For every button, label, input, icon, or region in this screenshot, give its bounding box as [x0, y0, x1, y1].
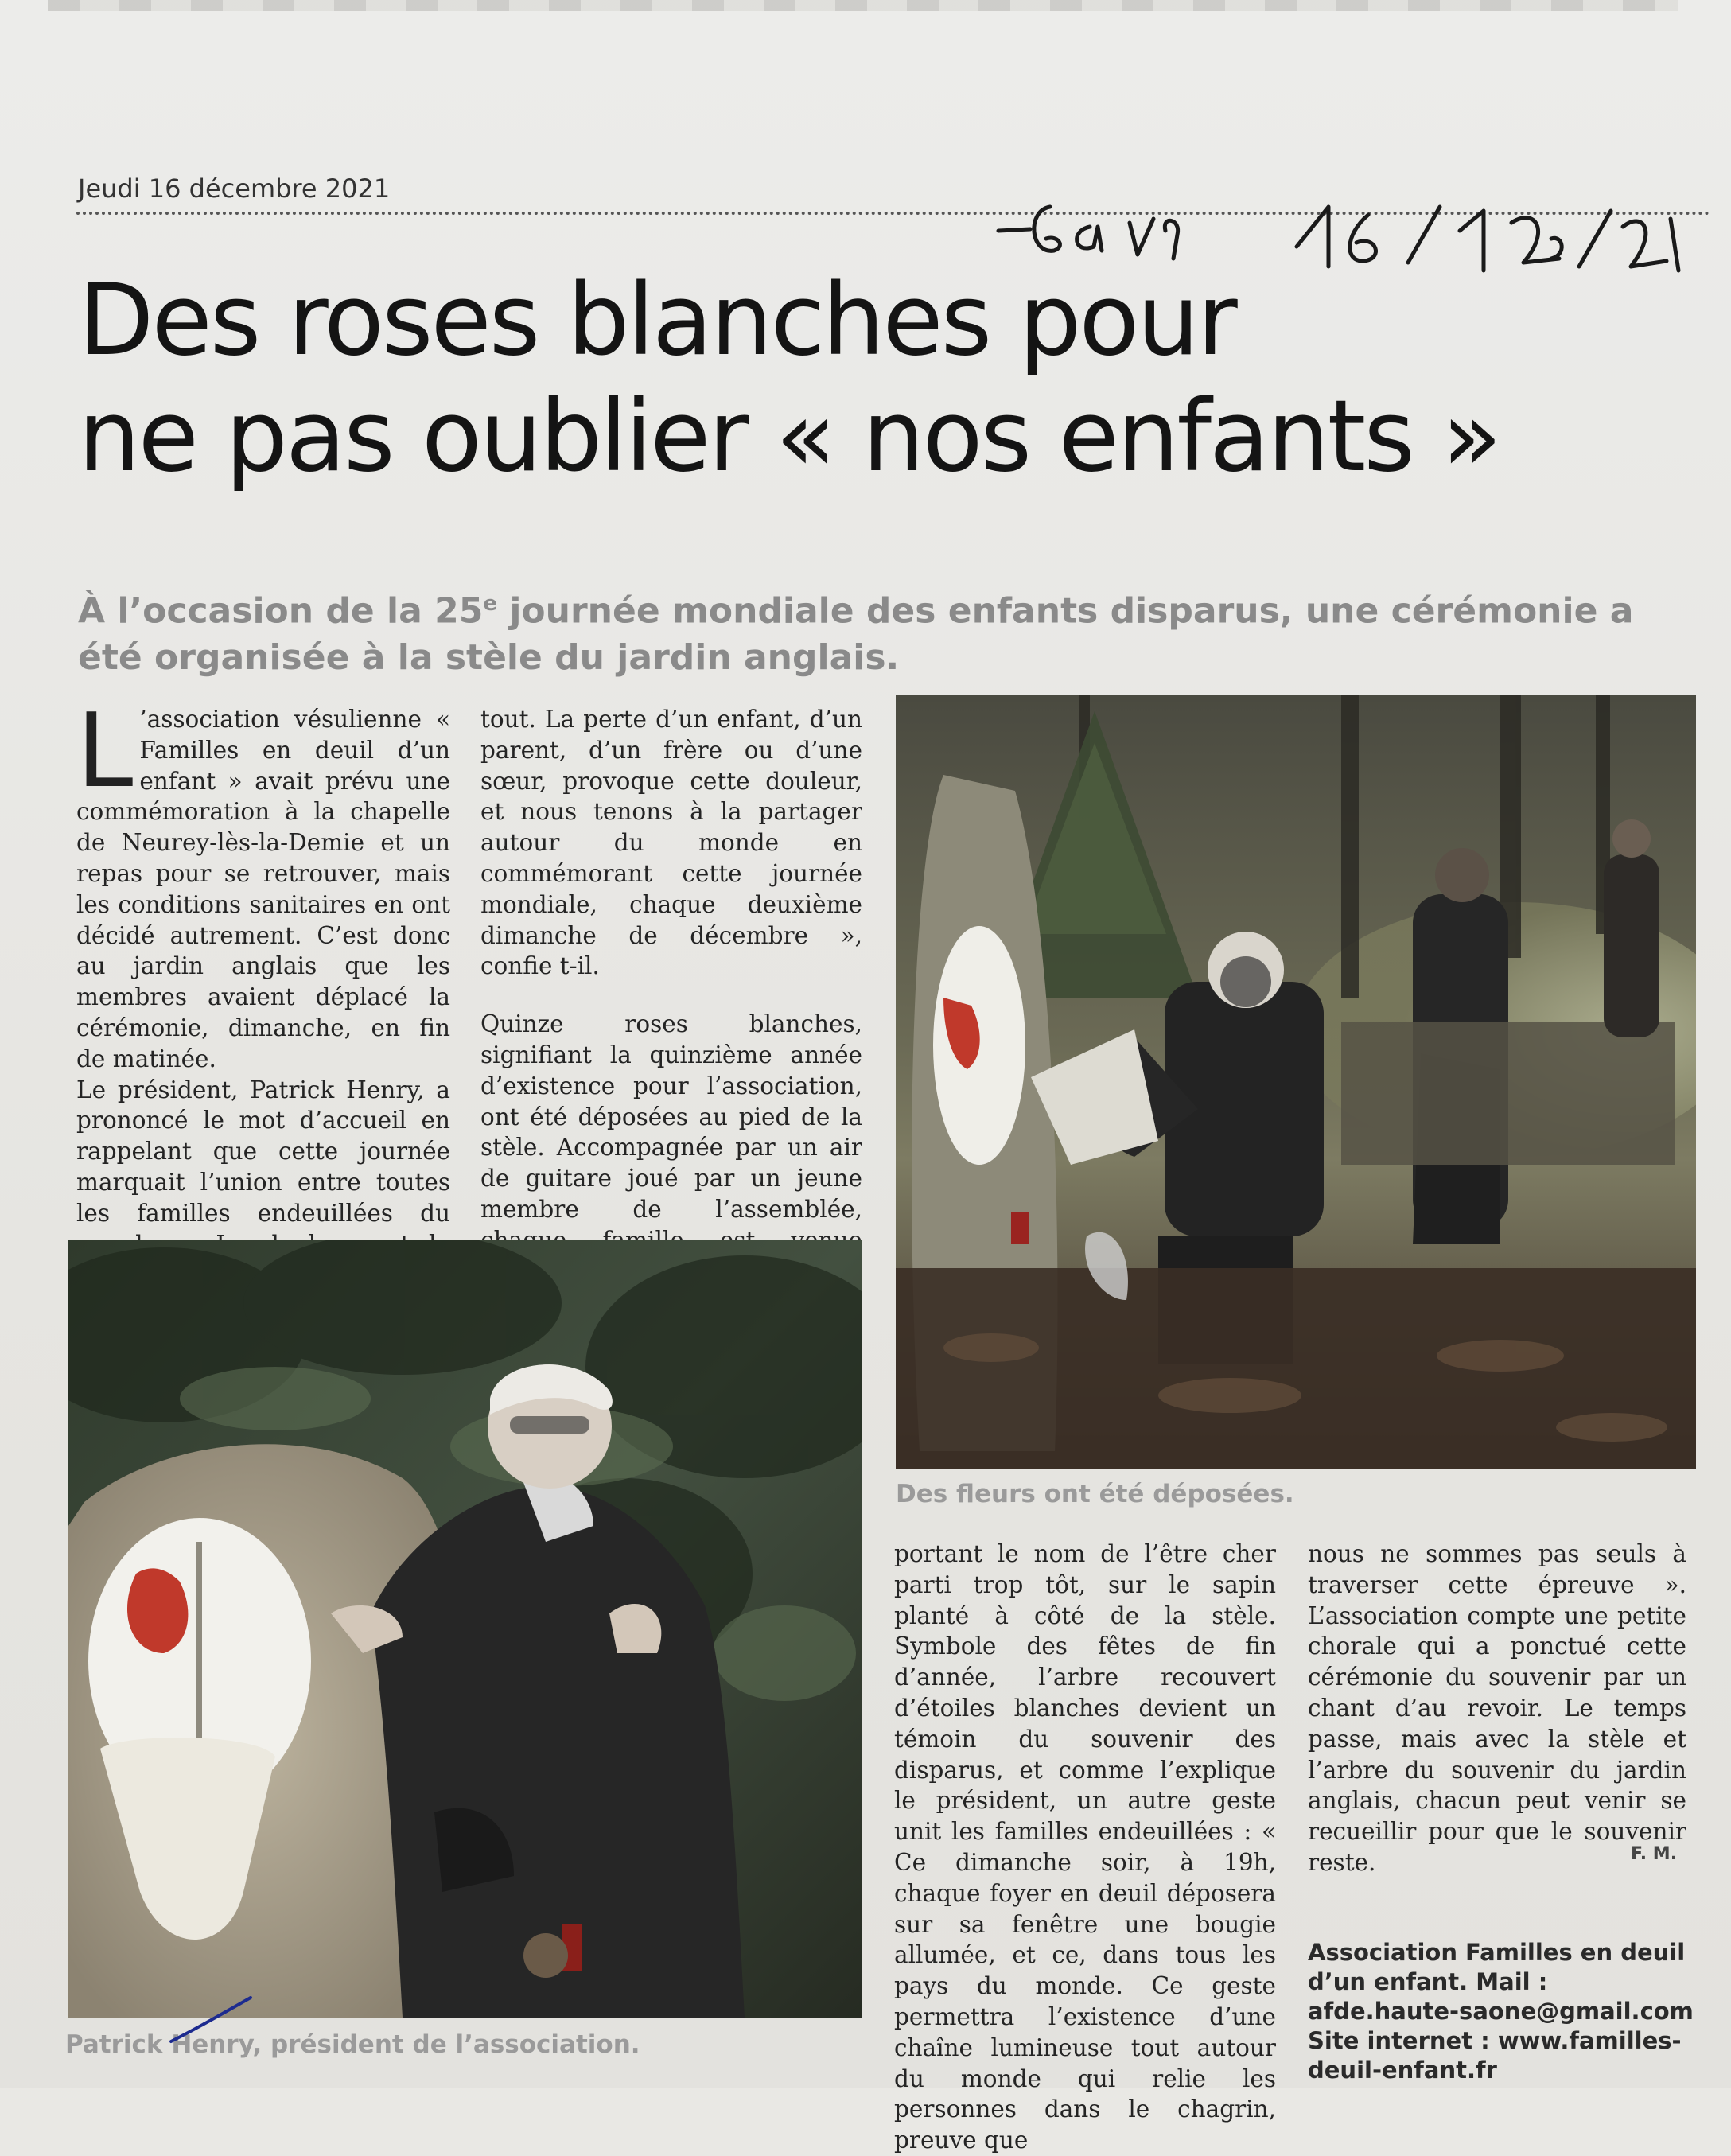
- column-3-paragraph-1: portant le nom de l’être cher parti trop tôt, sur le sapin planté à côté de la stèle. Symbole des fêtes de fin d’année, l’arbre recouvert d’étoiles blanches devient un témoin du souvenir des disparus, et comme l’explique le président, un autre geste unit les familles endeuillées : « Ce dimanche soir, à 19h, chaque foyer en deuil déposera sur sa fenêtre une bougie allumée, et ce, dans tous les pays du monde. Ce geste permettra l’existence d’une chaîne lumineuse tout autour du monde qui relie les personnes dans le chagrin, preuve que: [894, 1540, 1276, 2154]
- photo-president-speaking: [68, 1240, 862, 2018]
- article-headline: [78, 263, 1669, 495]
- association-mail-line: Association Familles en deuil d’un enfant. Mail : afde.haute-saone@gmail.com: [1308, 1939, 1694, 2025]
- photo-flowers-laid: [896, 695, 1696, 1469]
- column-2-paragraph-2: Quinze roses blanches, signifiant la quinzième année d’existence pour l’association, ont été déposées au pied de la stèle. Accompagnée par un air de guitare joué par un jeune membre de l’assemblée,: [480, 1010, 862, 1223]
- article-column-3: [894, 1539, 1276, 2156]
- caption-photo-1: Des fleurs ont été déposées.: [896, 1480, 1294, 1508]
- column-2-paragraph-1: tout. La perte d’un enfant, d’un parent, d’un frère ou d’une sœur, provoque cette douleur, et nous tenons à la partager autour du monde en commémorant cette journée mondiale, chaque deuxième dimanche de décembre », confie t-il.: [480, 706, 862, 980]
- column-4-paragraph-1: nous ne sommes pas seuls à traverser cette épreuve ». L’association compte une petite chorale qui a ponctué cette cérémonie du souvenir par un chant d’au revoir. Le temps passe, mais avec la stèle et l’arbre du souvenir du jardin anglais, chacun peut venir se recueillir pour que le souvenir reste.: [1308, 1540, 1686, 1876]
- headline-line-2: ne pas oublier « nos enfants »: [78, 379, 1500, 494]
- pen-underline-mark: [167, 1994, 255, 2049]
- lead-superscript: e: [483, 592, 498, 616]
- column-1-paragraph-1: ’association vésulienne « Familles en deuil d’un enfant » avait prévu une commémoration à la chapelle de Neurey-lès-la-Demie et un repas pour se retrouver, mais les conditions sanitaires en ont décidé autrement. C’est donc au jardin anglais que les membres avaient déplacé la cérémonie, dimanche, en fin de matinée.: [76, 706, 450, 1072]
- association-contact-box: [1308, 1938, 1706, 2085]
- caption-photo-2: Patrick Henry, président de l’association.: [65, 2030, 640, 2059]
- article-lead: [78, 581, 1709, 681]
- article-column-1: [76, 692, 450, 1290]
- column-1-paragraph-2: Le président, Patrick Henry, a prononcé le mot d’accueil en rappelant que cette journée marquait l’union entre toutes les familles endeuillées du: [76, 1076, 450, 1227]
- author-initials: F. M.: [1631, 1844, 1678, 1864]
- lead-text-start: À l’occasion de la 25: [78, 590, 484, 632]
- headline-line-1: Des roses blanches pour: [78, 263, 1235, 378]
- article-column-4: [1308, 1539, 1686, 1878]
- drop-cap: L: [76, 692, 134, 811]
- lead-text-end: journée mondiale des enfants disparus, une cérémonie a été organisée à la stèle du jardin anglais.: [78, 590, 1634, 678]
- previous-page-strip: [48, 0, 1678, 11]
- publication-date: Jeudi 16 décembre 2021: [78, 173, 391, 204]
- association-website-line: Site internet : www.familles-deuil-enfant.fr: [1308, 2027, 1682, 2084]
- article-column-2: [480, 704, 862, 1286]
